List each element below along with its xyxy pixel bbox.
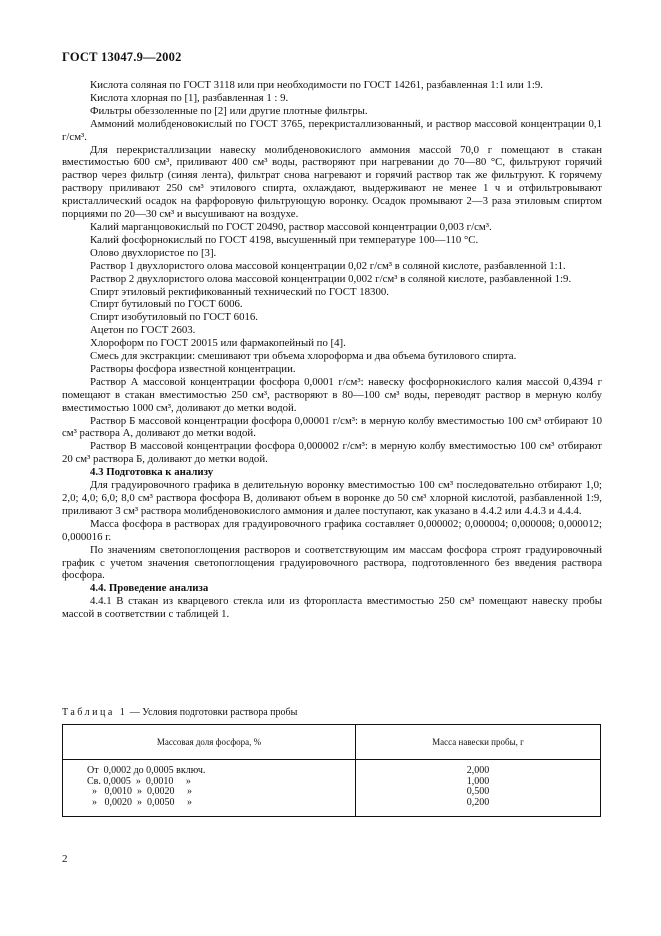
table-cell-sample-mass [356, 760, 601, 817]
paragraph: Смесь для экстракции: смешивают три объема хлороформа и два объема бутилового спирта. [90, 350, 517, 363]
section-heading: 4.3 Подготовка к анализу [90, 466, 214, 479]
table-header-cell: Массовая доля фосфора, % [63, 725, 356, 760]
table-cell-line: От 0,0002 до 0,0005 включ. [87, 765, 206, 776]
paragraph: Кислота соляная по ГОСТ 3118 или при необходимости по ГОСТ 14261, разбавленная 1:1 или 1:9. [90, 79, 543, 91]
table-caption [62, 707, 297, 718]
paragraph: Раствор А массовой концентрации фосфора 0,0001 г/см³: навеску фосфорнокислого калия массой 0,4394 г помещают в стакан вместимостью 250 см³, растворяют в 80—100 см³ воды, переводят раствор в мерную колбу вместимостью 1000 см³, доливают до метки водой. [62, 375, 602, 414]
paragraph: Раствор 1 двухлористого олова массовой концентрации 0,02 г/см³ в соляной кислоте, разбавленной 1:1. [90, 259, 566, 272]
paragraph: Олово двухлористое по [3]. [90, 246, 217, 259]
paragraph: Спирт бутиловый по ГОСТ 6006. [90, 298, 243, 311]
table-caption-text: — Условия подготовки раствора пробы [127, 707, 298, 718]
page-number: 2 [62, 853, 68, 865]
paragraph: Масса фосфора в растворах для градуировочного графика составляет 0,000002; 0,000004; 0,000008; 0,000012; 0,000016 г. [62, 517, 602, 543]
table-cell-line: 2,000 [466, 765, 490, 776]
paragraph: Растворы фосфора известной концентрации. [90, 362, 296, 375]
table-cell-phosphorus-fraction [63, 760, 356, 817]
section-heading: 4.4. Проведение анализа [90, 582, 209, 595]
table-header-cell: Масса навески пробы, г [356, 725, 601, 760]
paragraph: Раствор В массовой концентрации фосфора 0,000002 г/см³: в мерную колбу вместимостью 100 см³ отбирают 20 см³ раствора Б, доливают до метки водой. [62, 440, 602, 466]
paragraph: Калий марганцовокислый по ГОСТ 20490, раствор массовой концентрации 0,003 г/см³. [90, 220, 492, 233]
paragraph: По значениям светопоглощения растворов и соответствующим им массам фосфора строят градуировочный график с учетом значения светопоглощения градуировочного раствора, подготовленного без введения раствора фосфора. [62, 543, 602, 582]
sample-preparation-table [62, 724, 601, 817]
paragraph: Калий фосфорнокислый по ГОСТ 4198, высушенный при температуре 100—110 °С. [90, 233, 479, 246]
table-cell-line: 0,500 [466, 786, 490, 797]
table-header-row [63, 725, 601, 760]
paragraph: Раствор 2 двухлористого олова массовой концентрации 0,002 г/см³ в соляной кислоте, разбавленной 1:9. [90, 272, 572, 285]
table-cell-line: » 0,0020 » 0,0050 » [87, 796, 192, 808]
paragraph: Фильтры обеззоленные по [2] или другие плотные фильтры. [90, 104, 368, 117]
paragraph: Для перекристаллизации навеску молибденовокислого аммония массой 70,0 г помещают в стакан вместимостью 600 см³, приливают 400 см³ воды, растворяют при нагревании до 70—80 °С, фильтруют горячий раствор через фильтр (синяя лента), фильтрат снова нагревают и горячий раствор так же фильтруют. К горячему раствору приливают 250 см³ этилового спирта, охлаждают, выдерживают не менее 1 ч и отфильтровывают кристаллический осадок на фарфоровую фильтрующую воронку. Осадок промывают 2—3 раза этиловым спиртом порциями по 20—30 см³ и высушивают на воздухе. [62, 143, 602, 221]
paragraph: Спирт этиловый ректификованный технический по ГОСТ 18300. [90, 285, 389, 298]
table-cell-line: » 0,0010 » 0,0020 » [87, 786, 192, 797]
document-header: ГОСТ 13047.9—2002 [62, 50, 182, 64]
table-cell-line: 1,000 [466, 775, 490, 787]
table-caption-label: Таблица 1 [62, 707, 128, 718]
table-cell-line: 0,200 [466, 796, 490, 808]
table-row [63, 760, 601, 817]
table-cell-line: Св. 0,0005 » 0,0010 » [87, 775, 191, 787]
paragraph: Для градуировочного графика в делительную воронку вместимостью 100 см³ последовательно отбирают 1,0; 2,0; 4,0; 6,0; 8,0 см³ раствора фосфора В, доливают объем в воронке до 50 см³ хлорной кислотой, разбавленной 1:9, приливают 3 см³ раствора молибденовокислого аммония и далее поступают, как указано в 4.4.2 или 4.4.3 и 4.4.4. [62, 479, 602, 517]
paragraph: Аммоний молибденовокислый по ГОСТ 3765, перекристаллизованный, и раствор массовой концентрации 0,1 г/см³. [62, 117, 602, 143]
document-body [62, 79, 602, 621]
paragraph: 4.4.1 В стакан из кварцевого стекла или из фторопласта вместимостью 250 см³ помещают навеску пробы массой в соответствии с таблицей 1. [62, 595, 602, 621]
paragraph: Раствор Б массовой концентрации фосфора 0,00001 г/см³: в мерную колбу вместимостью 100 см³ отбирают 10 см³ раствора А, доливают до метки водой. [62, 414, 602, 440]
paragraph: Спирт изобутиловый по ГОСТ 6016. [90, 311, 258, 324]
paragraph: Ацетон по ГОСТ 2603. [90, 324, 196, 337]
paragraph: Кислота хлорная по [1], разбавленная 1 : 9. [90, 91, 289, 104]
paragraph: Хлороформ по ГОСТ 20015 или фармакопейный по [4]. [90, 337, 346, 350]
